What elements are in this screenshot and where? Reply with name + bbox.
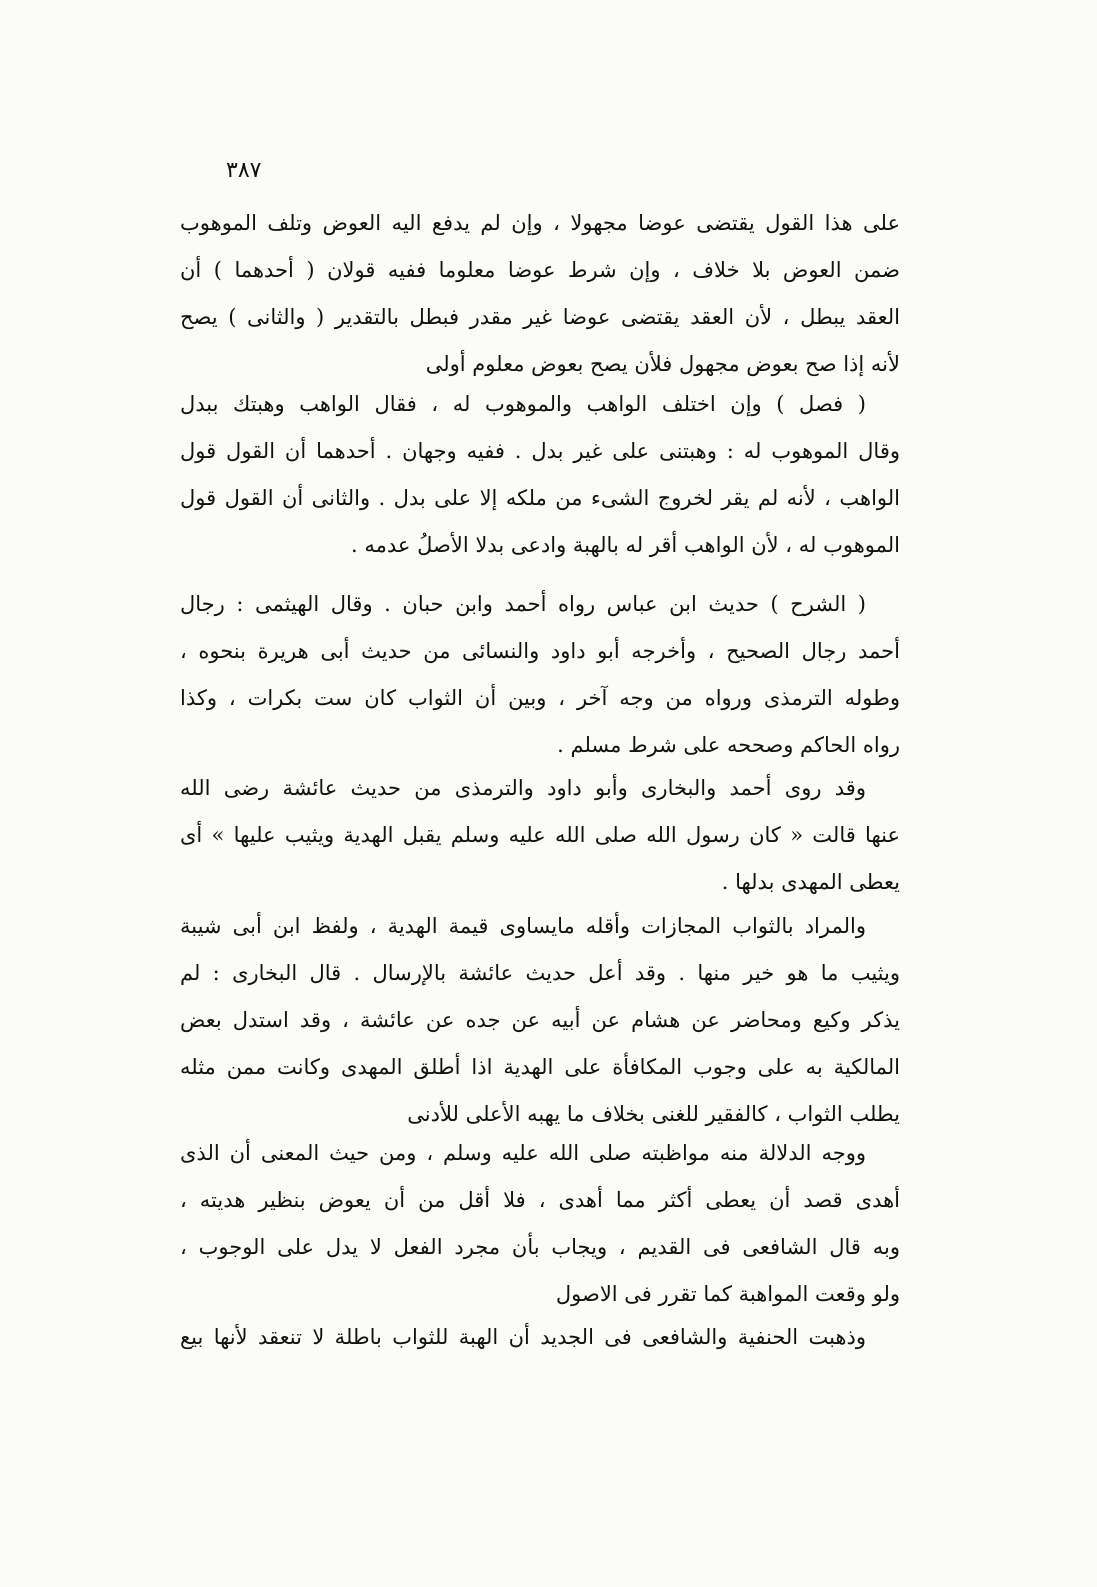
- text-line: وطوله الترمذى ورواه من وجه آخر ، وبين أن الثواب كان ست بكرات ، وكذا: [180, 686, 900, 710]
- text-line: ولو وقعت المواهبة كما تقرر فى الاصول: [555, 1282, 900, 1306]
- text-line: الموهوب له ، لأن الواهب أقر له بالهبة وادعى بدلا الأصلُ عدمه .: [351, 533, 900, 557]
- text-line: الواهب ، لأنه لم يقر لخروج الشىء من ملكه إلا على بدل . والثانى أن القول قول: [180, 486, 900, 510]
- text-line: رواه الحاكم وصححه على شرط مسلم .: [557, 733, 900, 757]
- text-line: ضمن العوض بلا خلاف ، وإن شرط عوضا معلوما ففيه قولان ( أحدهما ) أن: [180, 258, 900, 282]
- text-line: يعطى المهدى بدلها .: [721, 870, 900, 894]
- text-line: ووجه الدلالة منه مواظبته صلى الله عليه وسلم ، ومن حيث المعنى أن الذى: [180, 1141, 866, 1165]
- page-number: ٣٨٧: [226, 158, 262, 183]
- hadith-paragraph: [180, 765, 900, 906]
- text-line: أهدى قصد أن يعطى أكثر مما أهدى ، فلا أقل من أن يعوض بنظير هديته ،: [180, 1188, 900, 1212]
- text-line: يذكر وكيع ومحاضر عن هشام عن أبيه عن جده عن عائشة ، وقد استدل بعض: [180, 1008, 900, 1032]
- text-line: وبه قال الشافعى فى القديم ، ويجاب بأن مجرد الفعل لا يدل على الوجوب ،: [180, 1235, 900, 1259]
- text-line: ( فصل ) وإن اختلف الواهب والموهوب له ، فقال الواهب وهبتك ببدل: [180, 392, 866, 416]
- text-line: والمراد بالثواب المجازات وأقله مايساوى قيمة الهدية ، ولفظ ابن أبى شيبة: [180, 914, 866, 938]
- sharh-paragraph: [180, 581, 900, 769]
- text-line: لأنه إذا صح بعوض مجهول فلأن يصح بعوض معلوم أولى: [425, 352, 900, 376]
- text-line: وقد روى أحمد والبخارى وأبو داود والترمذى من حديث عائشة رضى الله: [180, 776, 866, 800]
- opening-paragraph: [180, 200, 900, 388]
- text-line: عنها قالت « كان رسول الله صلى الله عليه وسلم يقبل الهدية ويثيب عليها » أى: [180, 823, 900, 847]
- text-line: وقال الموهوب له : وهبتنى على غير بدل . ففيه وجهان . أحدهما أن القول قول: [180, 439, 900, 463]
- text-line: يطلب الثواب ، كالفقير للغنى بخلاف ما يهبه الأعلى للأدنى: [407, 1102, 900, 1126]
- text-line: على هذا القول يقتضى عوضا مجهولا ، وإن لم يدفع اليه العوض وتلف الموهوب: [180, 211, 900, 235]
- thawab-paragraph: [180, 903, 900, 1138]
- text-line: المالكية به على وجوب المكافأة على الهدية اذا أطلق المهدى وكانت ممن مثله: [180, 1055, 900, 1079]
- dalala-paragraph: [180, 1130, 900, 1318]
- fasl-section: [180, 381, 900, 569]
- closing-paragraph: [180, 1314, 900, 1361]
- text-line: أحمد رجال الصحيح ، وأخرجه أبو داود والنسائى من حديث أبى هريرة بنحوه ،: [180, 639, 900, 663]
- text-line: العقد يبطل ، لأن العقد يقتضى عوضا غير مقدر فبطل بالتقدير ( والثانى ) يصح: [180, 305, 900, 329]
- text-line: وذهبت الحنفية والشافعى فى الجديد أن الهبة للثواب باطلة لا تنعقد لأنها بيع: [180, 1325, 866, 1349]
- text-line: ويثيب ما هو خير منها . وقد أعل حديث عائشة بالإرسال . قال البخارى : لم: [180, 961, 900, 985]
- text-line: ( الشرح ) حديث ابن عباس رواه أحمد وابن حبان . وقال الهيثمى : رجال: [180, 592, 866, 616]
